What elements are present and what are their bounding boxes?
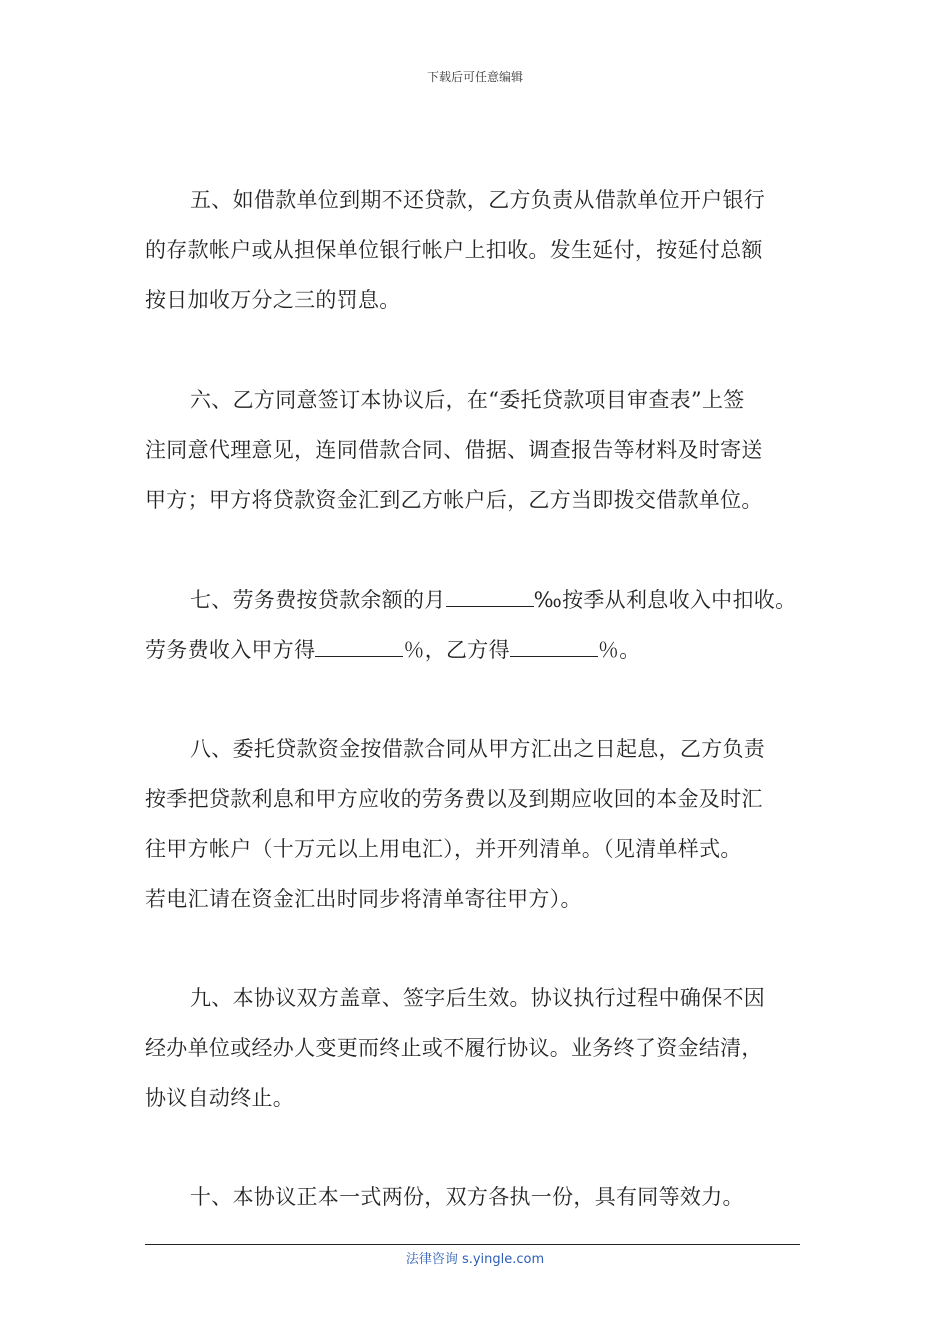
- footer-link[interactable]: 法律咨询 s.yingle.com: [405, 1252, 545, 1267]
- party-b-share-blank-field[interactable]: [510, 636, 598, 657]
- party-a-share-blank-field[interactable]: [315, 636, 403, 657]
- clause-9-line-1: 九、本协议双方盖章、签字后生效。协议执行过程中确保不因: [190, 986, 766, 1010]
- clause-7-text-c: 劳务费收入甲方得: [145, 638, 316, 662]
- clause-8-line-2: 按季把贷款利息和甲方应收的劳务费以及到期应收回的本金及时汇: [145, 787, 763, 811]
- clause-9: [145, 973, 810, 1123]
- clause-8-line-4: 若电汇请在资金汇出时同步将清单寄往甲方）。: [145, 887, 582, 911]
- clause-7-line-1: [145, 575, 810, 625]
- clause-7-line-2: [145, 625, 810, 675]
- clause-8-line-3: 往甲方帐户（十万元以上用电汇），并开列清单。（见清单样式。: [145, 837, 742, 861]
- clause-5-line-1: 五、如借款单位到期不还贷款，乙方负责从借款单位开户银行: [190, 188, 766, 212]
- clause-7: [145, 575, 810, 675]
- clause-8-line-1: 八、委托贷款资金按借款合同从甲方汇出之日起息，乙方负责: [190, 737, 766, 761]
- clause-6-line-3: 甲方；甲方将贷款资金汇到乙方帐户后，乙方当即拨交借款单位。: [145, 488, 763, 512]
- rate-blank-field[interactable]: [446, 586, 534, 607]
- clause-9-line-3: 协议自动终止。: [145, 1086, 295, 1110]
- clause-5-line-2: 的存款帐户或从担保单位银行帐户上扣收。发生延付，按延付总额: [145, 238, 763, 262]
- clause-5: [145, 175, 810, 325]
- clause-7-text-d: ％，乙方得: [403, 638, 510, 662]
- clause-7-text-a: 七、劳务费按贷款余额的月: [190, 588, 446, 612]
- clause-6-line-2: 注同意代理意见，连同借款合同、借据、调查报告等材料及时寄送: [145, 438, 763, 462]
- header-note: 下载后可任意编辑: [426, 70, 523, 84]
- clause-9-line-2: 经办单位或经办人变更而终止或不履行协议。业务终了资金结清，: [145, 1036, 763, 1060]
- clause-10-line-1: 十、本协议正本一式两份，双方各执一份，具有同等效力。: [190, 1185, 744, 1209]
- clause-7-text-b: ‰按季从利息收入中扣收。: [533, 588, 797, 612]
- footer-divider: [145, 1244, 800, 1245]
- clause-8: [145, 724, 810, 924]
- clause-5-line-3: 按日加收万分之三的罚息。: [145, 288, 401, 312]
- clause-10: [145, 1172, 810, 1222]
- clause-6-line-1: 六、乙方同意签订本协议后，在“委托贷款项目审查表”上签: [190, 388, 745, 412]
- clause-7-text-e: ％。: [597, 638, 641, 662]
- clause-6: [145, 375, 810, 525]
